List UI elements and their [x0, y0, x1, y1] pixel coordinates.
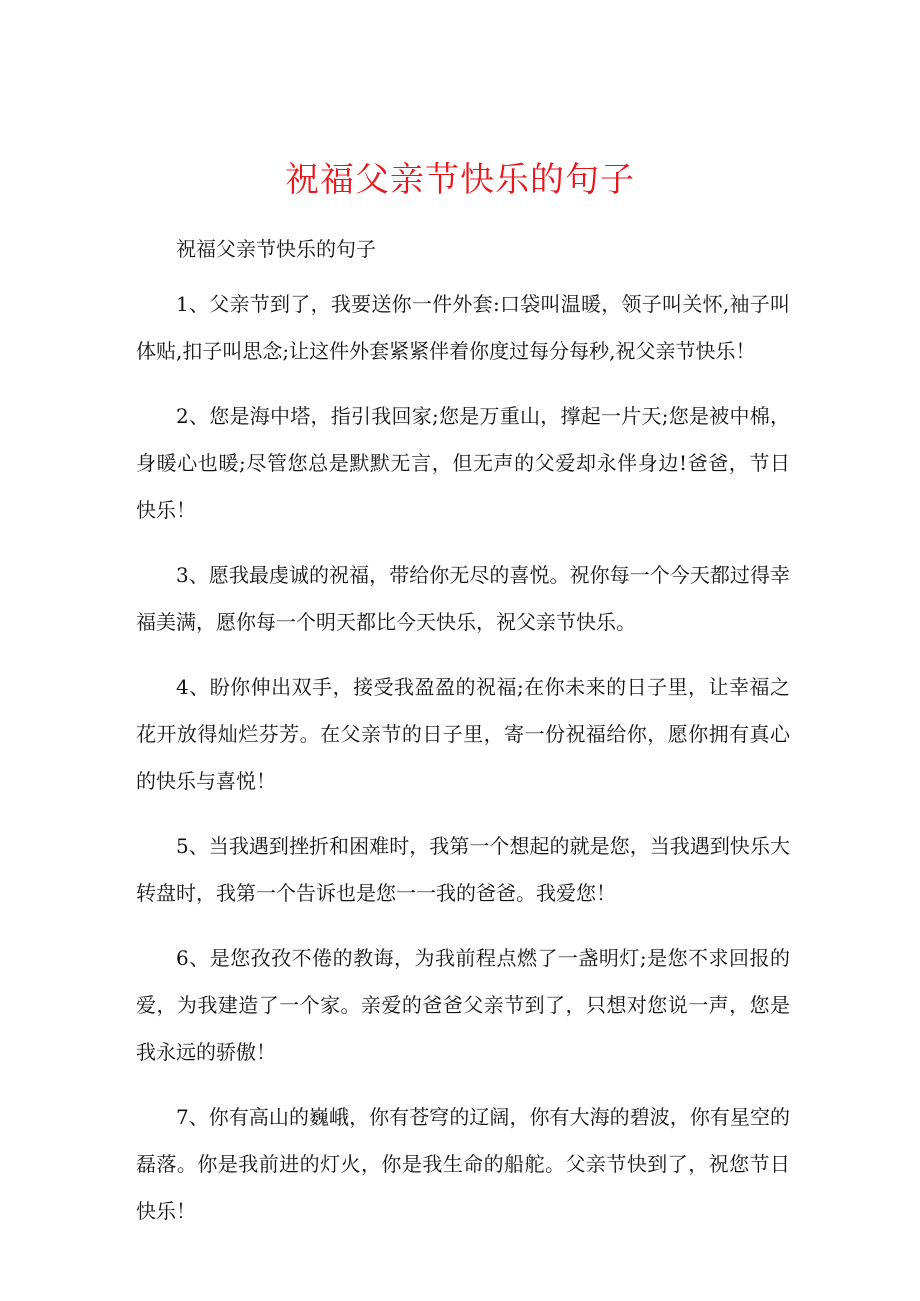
document-subtitle: 祝福父亲节快乐的句子	[176, 237, 376, 261]
paragraph-4: 4、盼你伸出双手，接受我盈盈的祝福;在你未来的日子里，让幸福之花开放得灿烂芬芳。在父亲节的日子里，寄一份祝福给你，愿你拥有真心的快乐与喜悦！	[136, 675, 790, 793]
document-title: 祝福父亲节快乐的句子	[285, 159, 635, 200]
document-body	[136, 226, 790, 1253]
paragraph-1: 1、父亲节到了，我要送你一件外套:口袋叫温暖，领子叫关怀,袖子叫体贴,扣子叫思念;让这件外套紧紧伴着你度过每分每秒,祝父亲节快乐！	[136, 292, 790, 363]
paragraph-2: 2、您是海中塔，指引我回家;您是万重山，撑起一片天;您是被中棉，身暖心也暖;尽管您总是默默无言，但无声的父爱却永伴身边!爸爸，节日快乐！	[136, 404, 790, 522]
paragraph-3: 3、愿我最虔诚的祝福，带给你无尽的喜悦。祝你每一个今天都过得幸福美满，愿你每一个明天都比今天快乐，祝父亲节快乐。	[136, 563, 790, 634]
paragraph-6: 6、是您孜孜不倦的教诲，为我前程点燃了一盏明灯;是您不求回报的爱，为我建造了一个家。亲爱的爸爸父亲节到了，只想对您说一声，您是我永远的骄傲！	[136, 946, 790, 1064]
paragraph-7: 7、你有高山的巍峨，你有苍穹的辽阔，你有大海的碧波，你有星空的磊落。你是我前进的灯火，你是我生命的船舵。父亲节快到了，祝您节日快乐！	[136, 1105, 790, 1223]
paragraph-5: 5、当我遇到挫折和困难时，我第一个想起的就是您，当我遇到快乐大转盘时，我第一个告诉也是您一一我的爸爸。我爱您！	[136, 834, 790, 905]
